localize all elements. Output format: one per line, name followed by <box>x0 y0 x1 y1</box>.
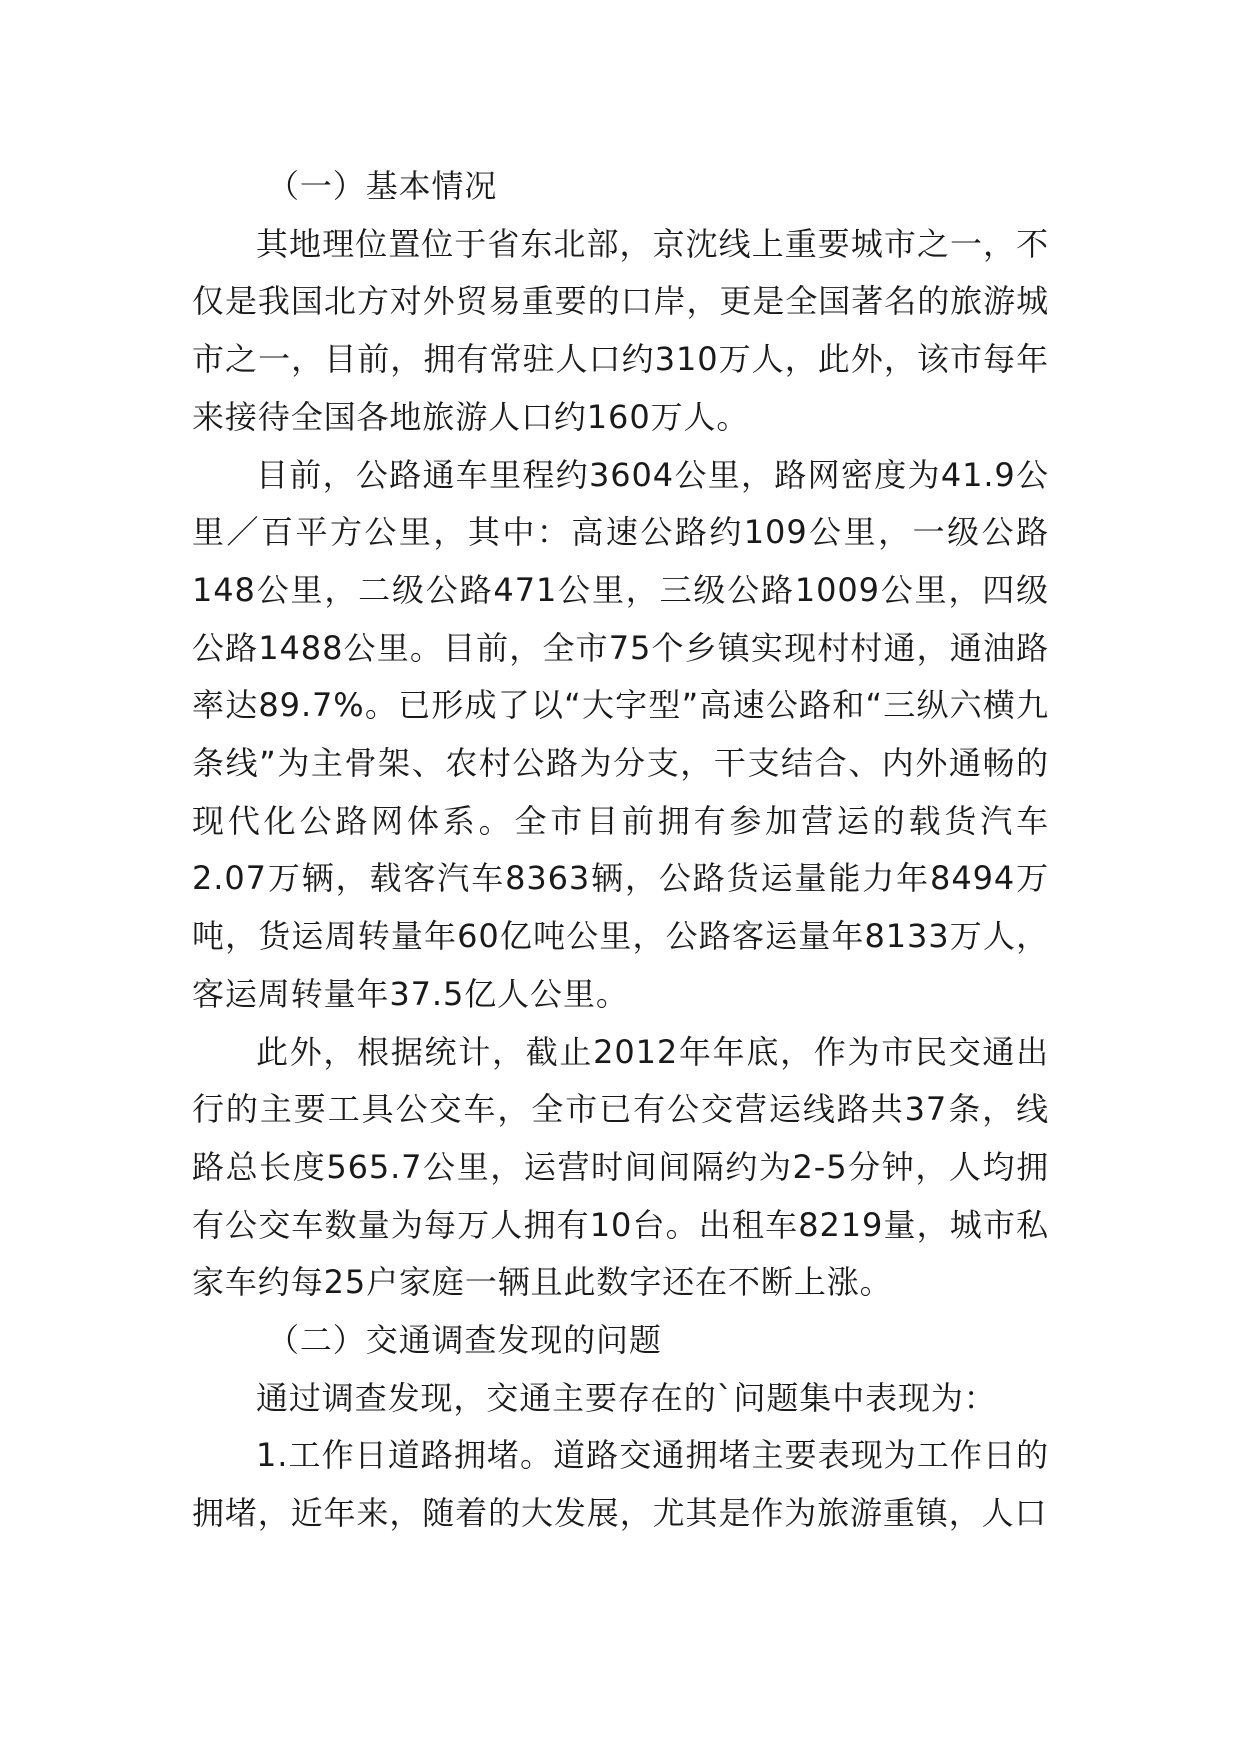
paragraph-workday-congestion: 1.工作日道路拥堵。道路交通拥堵主要表现为工作日的拥堵，近年来，随着的大发展，尤其是作为旅游重镇，人口 <box>192 1436 1049 1533</box>
paragraph-problems-intro: 通过调查发现，交通主要存在的`问题集中表现为： <box>256 1378 997 1417</box>
paragraph-location-population: 其地理位置位于省东北部，京沈线上重要城市之一，不仅是我国北方对外贸易重要的口岸，更是全国著名的旅游城市之一，目前，拥有常驻人口约310万人，此外，该市每年来接待全国各地旅游人口约160万人。 <box>192 224 1049 436</box>
document-body <box>192 158 1049 1543</box>
paragraph-public-transit: 此外，根据统计，截止2012年年底，作为市民交通出行的主要工具公交车，全市已有公交营运线路共37条，线路总长度565.7公里，运营时间间隔约为2-5分钟，人均拥有公交车数量为每万人拥有10台。出租车8219量，城市私家车约每25户家庭一辆且此数字还在不断上涨。 <box>192 1032 1049 1302</box>
paragraph-road-network: 目前，公路通车里程约3604公里，路网密度为41.9公里／百平方公里，其中：高速公路约109公里，一级公路148公里，二级公路471公里，三级公路1009公里，四级公路1488公里。目前，全市75个乡镇实现村村通，通油路率达89.7%。已形成了以“大字型”高速公路和“三纵六横九条线”为主骨架、农村公路为分支，干支结合、内外通畅的现代化公路网体系。全市目前拥有参加营运的载货汽车2.07万辆，载客汽车8363辆，公路货运量能力年8494万吨，货运周转量年60亿吨公里，公路客运量年8133万人，客运周转量年37.5亿人公里。 <box>192 455 1049 1013</box>
section-heading-basic-situation: （一）基本情况 <box>267 167 498 205</box>
section-heading-traffic-problems: （二）交通调查发现的问题 <box>267 1321 662 1360</box>
